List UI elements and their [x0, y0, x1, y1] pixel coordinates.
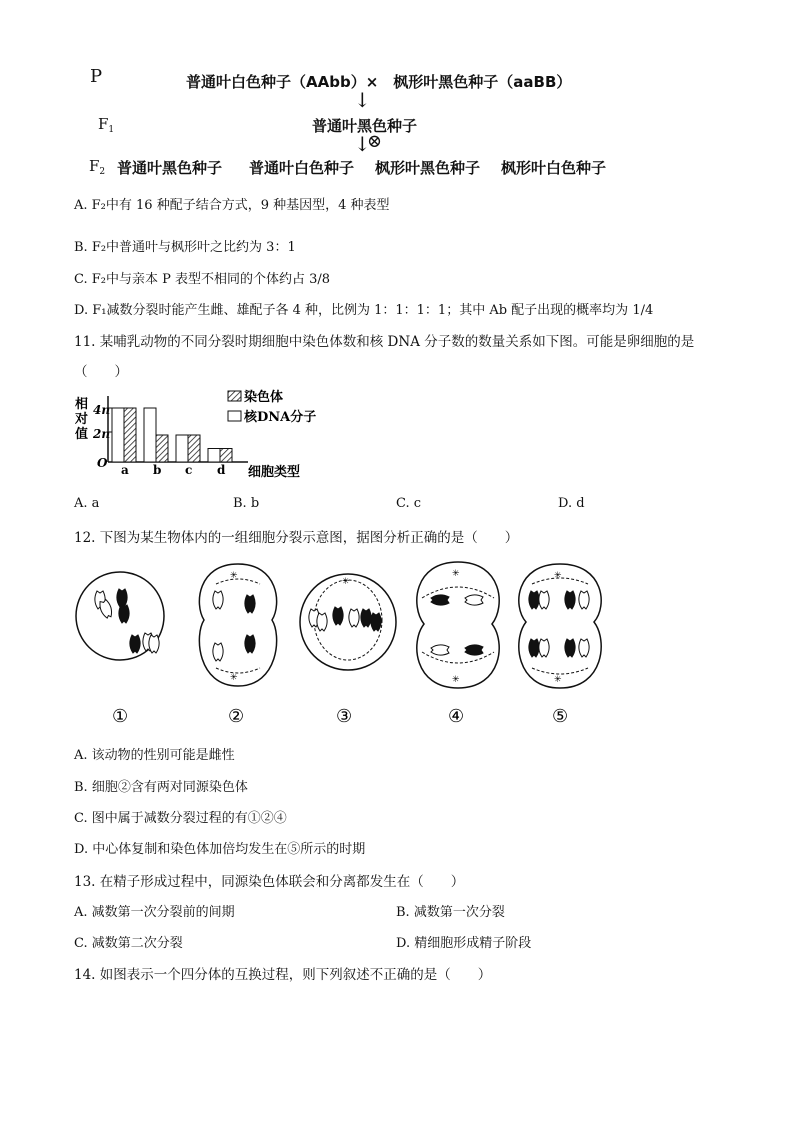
q14-stem: 14. 如图表示一个四分体的互换过程，则下列叙述不正确的是（ ） [74, 967, 492, 983]
q13-option-d: D. 精细胞形成精子阶段 [396, 936, 532, 951]
cell-label: ④ [448, 706, 465, 726]
legend-swatch-dna [228, 411, 241, 421]
bar-chromosome [156, 435, 168, 462]
q12-option-c: C. 图中属于减数分裂过程的有①②④ [74, 811, 287, 826]
q10-option-d: D. F₁减数分裂时能产生雌、雄配子各 4 种，比例为 1：1：1：1；其中 Ab 配子出现的概率均为 1/4 [74, 303, 654, 318]
q10-option-a: A. F₂中有 16 种配子结合方式，9 种基因型，4 种表型 [74, 198, 390, 213]
f2-generation-label: $F_2$ [89, 157, 106, 177]
p-cross-text: 普通叶白色种子（AAbb）× 枫形叶黑色种子（aaBB） [186, 73, 572, 91]
bar-dna [144, 408, 156, 462]
q11-stem: 11. 某哺乳动物的不同分裂时期细胞中染色体数和核 DNA 分子数的数量关系如下图。可能是卵细胞的是 [74, 334, 695, 350]
cell-label: ⑤ [552, 706, 569, 726]
q12-option-b: B. 细胞②含有两对同源染色体 [74, 780, 248, 795]
q12-stem: 12. 下图为某生物体内的一组细胞分裂示意图，据图分析正确的是（ ） [74, 530, 519, 546]
f2-phenotype: 枫形叶黑色种子 [375, 159, 481, 177]
q13-option-b: B. 减数第一次分裂 [396, 905, 505, 920]
svg-text:✳: ✳ [342, 577, 350, 587]
q11-option-d: D. d [558, 496, 585, 511]
q11-answer-paren: （ ） [74, 364, 128, 380]
q11-bar-chart [70, 386, 340, 482]
chart-ylabel-char: 相 [75, 397, 89, 412]
f1-phenotype: 普通叶黑色种子 [312, 117, 418, 135]
svg-text:✳: ✳ [230, 673, 238, 683]
bar-chromosome [124, 408, 136, 462]
f2-phenotype: 普通叶黑色种子 [117, 159, 223, 177]
q11-option-b: B. b [233, 496, 260, 511]
cell-2 [199, 564, 276, 686]
f2-phenotype: 普通叶白色种子 [249, 159, 355, 177]
selfing-icon: ⊗ [367, 131, 383, 152]
q10-option-c: C. F₂中与亲本 P 表型不相同的个体约占 3/8 [74, 272, 331, 287]
chart-origin-label: O [97, 456, 108, 470]
chart-xlabel: 细胞类型 [248, 465, 301, 480]
cell-4 [417, 562, 499, 688]
cell-label: ① [112, 706, 129, 726]
q11-option-c: C. c [396, 496, 422, 511]
q13-option-c: C. 减数第二次分裂 [74, 936, 183, 951]
arrow-down-icon: ↓ [354, 132, 371, 156]
cell-division-figure [70, 556, 610, 726]
bar-dna [176, 435, 188, 462]
cell-5 [519, 564, 601, 688]
bar-dna [208, 449, 220, 463]
legend-label-chromosome: 染色体 [244, 390, 284, 405]
cell-1 [76, 572, 164, 660]
chart-ylabel-char: 值 [75, 427, 89, 442]
svg-text:✳: ✳ [230, 571, 238, 581]
chart-category-label: c [185, 463, 193, 477]
chart-ylabel-char: 对 [75, 412, 89, 427]
svg-text:✳: ✳ [554, 571, 562, 581]
q12-option-a: A. 该动物的性别可能是雌性 [74, 748, 235, 763]
q13-stem: 13. 在精子形成过程中，同源染色体联会和分离都发生在（ ） [74, 874, 465, 890]
f1-generation-label: $F_1$ [98, 115, 115, 135]
bar-chromosome [188, 435, 200, 462]
legend-label-dna: 核DNA分子 [244, 410, 317, 425]
cell-label: ③ [336, 706, 353, 726]
bar-chromosome [220, 449, 232, 463]
chart-category-label: b [153, 463, 162, 477]
f2-phenotype: 枫形叶白色种子 [501, 159, 607, 177]
q10-option-b: B. F₂中普通叶与枫形叶之比约为 3：1 [74, 240, 296, 255]
svg-text:✳: ✳ [452, 675, 460, 685]
chart-ytick-label: 4n [93, 403, 111, 417]
cell-label: ② [228, 706, 245, 726]
arrow-down-icon: ↓ [354, 88, 371, 112]
cell-3 [300, 574, 396, 670]
q12-option-d: D. 中心体复制和染色体加倍均发生在⑤所示的时期 [74, 842, 366, 857]
q13-option-a: A. 减数第一次分裂前的间期 [74, 905, 235, 920]
svg-text:✳: ✳ [554, 675, 562, 685]
legend-swatch-chromosome [228, 391, 241, 401]
q11-option-a: A. a [74, 496, 100, 511]
bar-dna [112, 408, 124, 462]
svg-text:✳: ✳ [452, 569, 460, 579]
chart-category-label: d [217, 463, 226, 477]
chart-category-label: a [121, 463, 129, 477]
chart-ytick-label: 2n [93, 427, 111, 441]
p-generation-label: P [90, 66, 103, 87]
